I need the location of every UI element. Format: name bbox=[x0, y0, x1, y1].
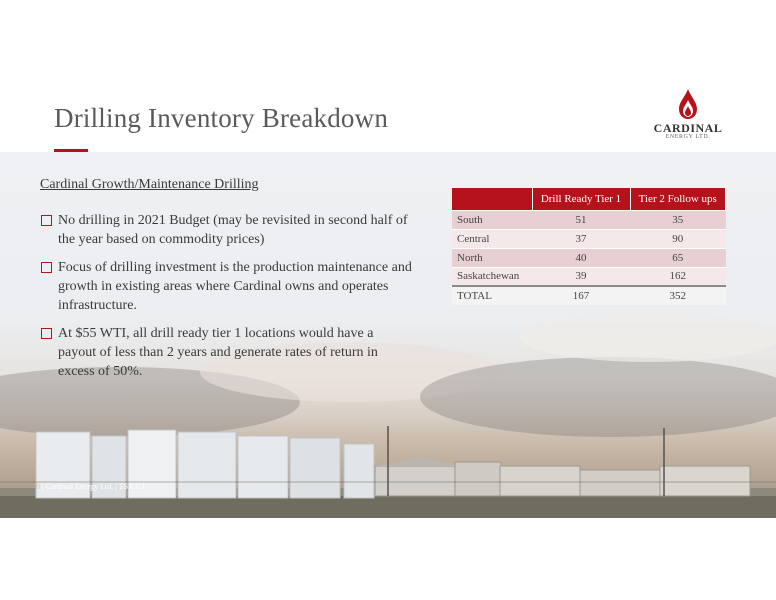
page-title: Drilling Inventory Breakdown bbox=[54, 103, 389, 133]
cell-value: 352 bbox=[630, 286, 726, 305]
bullet-list bbox=[40, 211, 412, 390]
bullet-item bbox=[40, 258, 412, 315]
section-subheading: Cardinal Growth/Maintenance Drilling bbox=[40, 177, 259, 192]
table-header-cell: Tier 2 Follow ups bbox=[630, 188, 726, 210]
flame-drop-icon bbox=[678, 88, 698, 120]
table-total-row bbox=[452, 286, 726, 305]
table-row bbox=[452, 267, 726, 286]
cell-value: 39 bbox=[532, 267, 630, 286]
table-row bbox=[452, 248, 726, 267]
company-logo bbox=[648, 86, 728, 150]
table-header-cell bbox=[452, 188, 532, 210]
bullet-item bbox=[40, 211, 412, 249]
oilfield-facility-illustration bbox=[0, 410, 776, 518]
logo-name: CARDINAL bbox=[653, 121, 723, 135]
slide-footer bbox=[36, 482, 144, 491]
hollow-square-bullet-icon bbox=[41, 262, 52, 273]
cell-value: 35 bbox=[630, 210, 726, 229]
drilling-inventory-table bbox=[452, 188, 726, 305]
bullet-text: At $55 WTI, all drill ready tier 1 locations would have a payout of less than 2 years and generate rates of return in excess of 50%. bbox=[58, 326, 378, 379]
cell-value: 90 bbox=[630, 229, 726, 248]
bullet-text: Focus of drilling investment is the production maintenance and growth in existing areas where Cardinal owns and operates infrastructure. bbox=[58, 260, 412, 313]
cell-value: 37 bbox=[532, 229, 630, 248]
table-row bbox=[452, 210, 726, 229]
row-label: TOTAL bbox=[452, 286, 532, 305]
table-header-row bbox=[452, 188, 726, 210]
table-header-cell: Drill Ready Tier 1 bbox=[532, 188, 630, 210]
hollow-square-bullet-icon bbox=[41, 328, 52, 339]
row-label: North bbox=[452, 248, 532, 267]
bullet-item bbox=[40, 324, 412, 381]
page-number: 8 bbox=[36, 482, 40, 491]
hollow-square-bullet-icon bbox=[41, 215, 52, 226]
bullet-text: No drilling in 2021 Budget (may be revisited in second half of the year based on commodity prices) bbox=[58, 213, 408, 247]
cell-value: 40 bbox=[532, 248, 630, 267]
row-label: South bbox=[452, 210, 532, 229]
table-row bbox=[452, 229, 726, 248]
cell-value: 65 bbox=[630, 248, 726, 267]
row-label: Saskatchewan bbox=[452, 267, 532, 286]
logo-subtitle: ENERGY LTD. bbox=[665, 134, 711, 140]
cell-value: 51 bbox=[532, 210, 630, 229]
cell-value: 167 bbox=[532, 286, 630, 305]
footer-text: | Cardinal Energy Ltd. | TSX:CJ bbox=[40, 482, 145, 491]
cell-value: 162 bbox=[630, 267, 726, 286]
row-label: Central bbox=[452, 229, 532, 248]
